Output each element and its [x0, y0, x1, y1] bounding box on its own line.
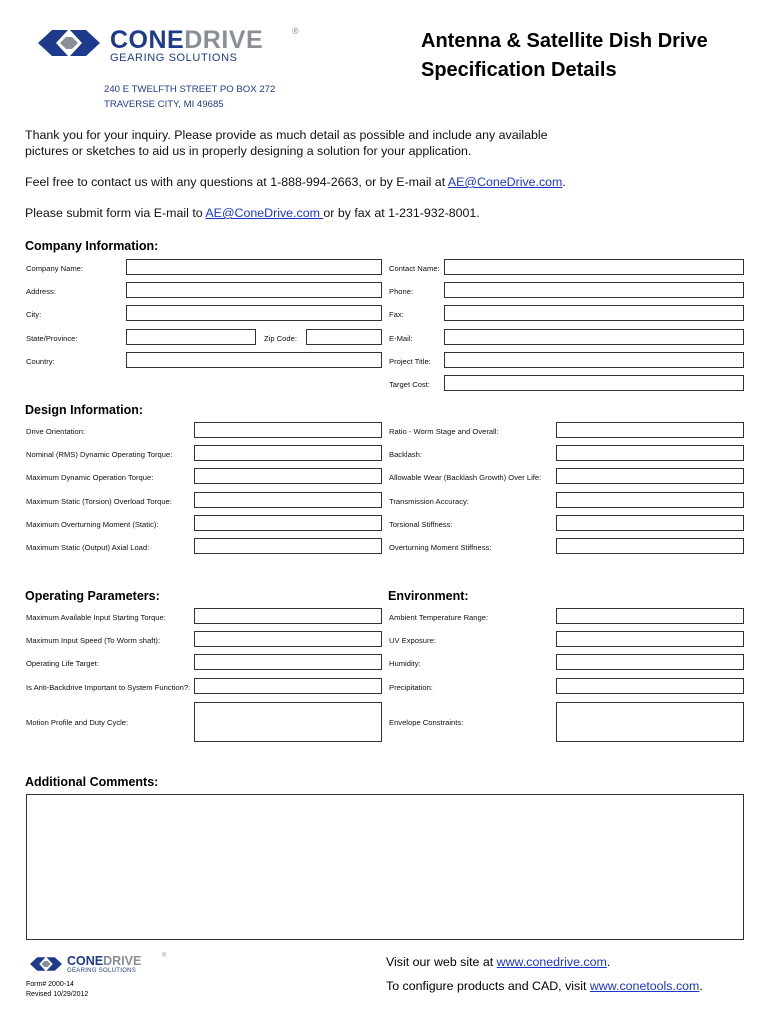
operating-label: Operating Life Target: — [26, 659, 99, 668]
uv-exposure-field[interactable] — [556, 631, 744, 647]
contact-name-label: Contact Name: — [389, 264, 440, 273]
design-right-label: Backlash: — [389, 450, 422, 459]
operating-label: Motion Profile and Duty Cycle: — [26, 718, 129, 727]
project-title-field[interactable] — [444, 352, 744, 368]
overturning-stiffness-field[interactable] — [556, 538, 744, 554]
drive-orientation-field[interactable] — [194, 422, 382, 438]
company-address — [104, 82, 275, 112]
revised-date: Revised 10/29/2012 — [26, 990, 89, 998]
visit-end: . — [606, 955, 611, 969]
brand-drive: DRIVE — [184, 26, 264, 54]
target-cost-label: Target Cost: — [389, 380, 430, 389]
contact-paragraph — [25, 174, 566, 190]
contact-end: . — [562, 175, 566, 189]
visit-text: Visit our web site at — [386, 955, 497, 969]
intro-line-1: Thank you for your inquiry. Please provide as much detail as possible and include any available — [25, 128, 548, 142]
contact-email-link[interactable]: AE@ConeDrive.com — [447, 175, 563, 189]
design-right-label: Allowable Wear (Backlash Growth) Over Life: — [389, 473, 542, 482]
state-label: State/Province: — [26, 334, 78, 343]
design-right-label: Transmission Accuracy: — [389, 497, 469, 506]
company-name-field[interactable] — [126, 259, 382, 275]
environment-label: UV Exposure: — [389, 636, 436, 645]
fax-label: Fax: — [389, 310, 404, 319]
company-name-label: Company Name: — [26, 264, 83, 273]
backlash-field[interactable] — [556, 445, 744, 461]
operating-label: Is Anti-Backdrive Important to System Function?: — [26, 683, 191, 692]
comments-field[interactable] — [26, 794, 744, 940]
title-line-1: Antenna & Satellite Dish Drive — [421, 30, 708, 52]
operating-label: Maximum Input Speed (To Worm shaft): — [26, 636, 161, 645]
visit-website — [386, 955, 610, 969]
environment-label: Ambient Temperature Range: — [389, 613, 489, 622]
conedrive-emblem-icon — [38, 30, 100, 56]
operating-life-field[interactable] — [194, 654, 382, 670]
input-speed-field[interactable] — [194, 631, 382, 647]
city-label: City: — [26, 310, 42, 319]
ratio-field[interactable] — [556, 422, 744, 438]
address-field[interactable] — [126, 282, 382, 298]
fax-field[interactable] — [444, 305, 744, 321]
zip-field[interactable] — [306, 329, 382, 345]
registered-mark: ® — [292, 26, 299, 36]
axial-load-field[interactable] — [194, 538, 382, 554]
footer-brand-cone: CONE — [67, 954, 104, 968]
comments-heading: Additional Comments: — [25, 775, 159, 789]
design-left-label: Maximum Overturning Moment (Static): — [26, 520, 159, 529]
submit-end: or by fax at 1-231-932-8001. — [323, 206, 480, 220]
footer-registered-mark: ® — [162, 953, 167, 959]
contact-text: Feel free to contact us with any questions at 1-888-994-2663, or by E-mail at — [25, 175, 448, 189]
email-label: E-Mail: — [389, 334, 413, 343]
precipitation-field[interactable] — [556, 678, 744, 694]
design-heading: Design Information: — [25, 403, 144, 417]
footer-brand-drive: DRIVE — [103, 954, 142, 968]
brand-cone: CONE — [110, 26, 185, 54]
submit-text: Please submit form via E-mail to — [25, 206, 206, 220]
website-link[interactable]: www.conedrive.com — [496, 955, 607, 969]
design-right-label: Ratio - Worm Stage and Overall: — [389, 427, 499, 436]
environment-heading: Environment: — [388, 589, 469, 603]
city-field[interactable] — [126, 305, 382, 321]
design-left-label: Maximum Static (Output) Axial Load: — [26, 543, 150, 552]
address-line-2: TRAVERSE CITY, MI 49685 — [104, 99, 224, 110]
torsional-stiffness-field[interactable] — [556, 515, 744, 531]
brand-tagline: GEARING SOLUTIONS — [110, 52, 238, 64]
environment-label: Precipitation: — [389, 683, 433, 692]
country-label: Country: — [26, 357, 55, 366]
title-line-2: Specification Details — [421, 59, 617, 81]
intro-line-2: pictures or sketches to aid us in properly designing a solution for your application. — [25, 144, 472, 158]
design-left-label: Nominal (RMS) Dynamic Operating Torque: — [26, 450, 173, 459]
state-field[interactable] — [126, 329, 256, 345]
config-end: . — [699, 979, 703, 993]
company-heading: Company Information: — [25, 239, 159, 253]
address-line-1: 240 E TWELFTH STREET PO BOX 272 — [104, 84, 276, 95]
configure-products — [386, 979, 703, 993]
design-left-label: Drive Orientation: — [26, 427, 86, 436]
page-title — [421, 27, 708, 85]
footer-tagline: GEARING SOLUTIONS — [67, 968, 137, 974]
conetools-link[interactable]: www.conetools.com — [589, 979, 700, 993]
design-left-label: Maximum Static (Torsion) Overload Torque: — [26, 497, 172, 506]
conedrive-small-emblem-icon — [30, 957, 62, 971]
address-label: Address: — [26, 287, 56, 296]
design-left-label: Maximum Dynamic Operation Torque: — [26, 473, 154, 482]
max-dynamic-torque-field[interactable] — [194, 468, 382, 484]
allowable-wear-field[interactable] — [556, 468, 744, 484]
target-cost-field[interactable] — [444, 375, 744, 391]
input-starting-torque-field[interactable] — [194, 608, 382, 624]
environment-label: Envelope Constraints: — [389, 718, 464, 727]
phone-field[interactable] — [444, 282, 744, 298]
phone-label: Phone: — [389, 287, 414, 296]
design-right-label: Overturning Moment Stiffness: — [389, 543, 492, 552]
form-info — [26, 980, 88, 999]
zip-label: Zip Code: — [264, 334, 297, 343]
envelope-constraints-field[interactable] — [556, 702, 744, 742]
contact-name-field[interactable] — [444, 259, 744, 275]
humidity-field[interactable] — [556, 654, 744, 670]
design-right-label: Torsional Stiffness: — [389, 520, 453, 529]
nominal-torque-field[interactable] — [194, 445, 382, 461]
submit-paragraph — [25, 205, 480, 221]
operating-heading: Operating Parameters: — [25, 589, 160, 603]
intro-paragraph — [25, 127, 548, 159]
country-field[interactable] — [126, 352, 382, 368]
config-text: To configure products and CAD, visit — [386, 979, 590, 993]
submit-email-link[interactable]: AE@ConeDrive.com — [205, 206, 324, 220]
anti-backdrive-field[interactable] — [194, 678, 382, 694]
motion-profile-field[interactable] — [194, 702, 382, 742]
overturning-moment-field[interactable] — [194, 515, 382, 531]
transmission-accuracy-field[interactable] — [556, 492, 744, 508]
static-overload-torque-field[interactable] — [194, 492, 382, 508]
project-title-label: Project Title: — [389, 357, 431, 366]
ambient-temperature-field[interactable] — [556, 608, 744, 624]
form-number: Form# 2000-14 — [26, 981, 74, 988]
email-field[interactable] — [444, 329, 744, 345]
operating-label: Maximum Available Input Starting Torque: — [26, 613, 166, 622]
environment-label: Humidity: — [389, 659, 421, 668]
